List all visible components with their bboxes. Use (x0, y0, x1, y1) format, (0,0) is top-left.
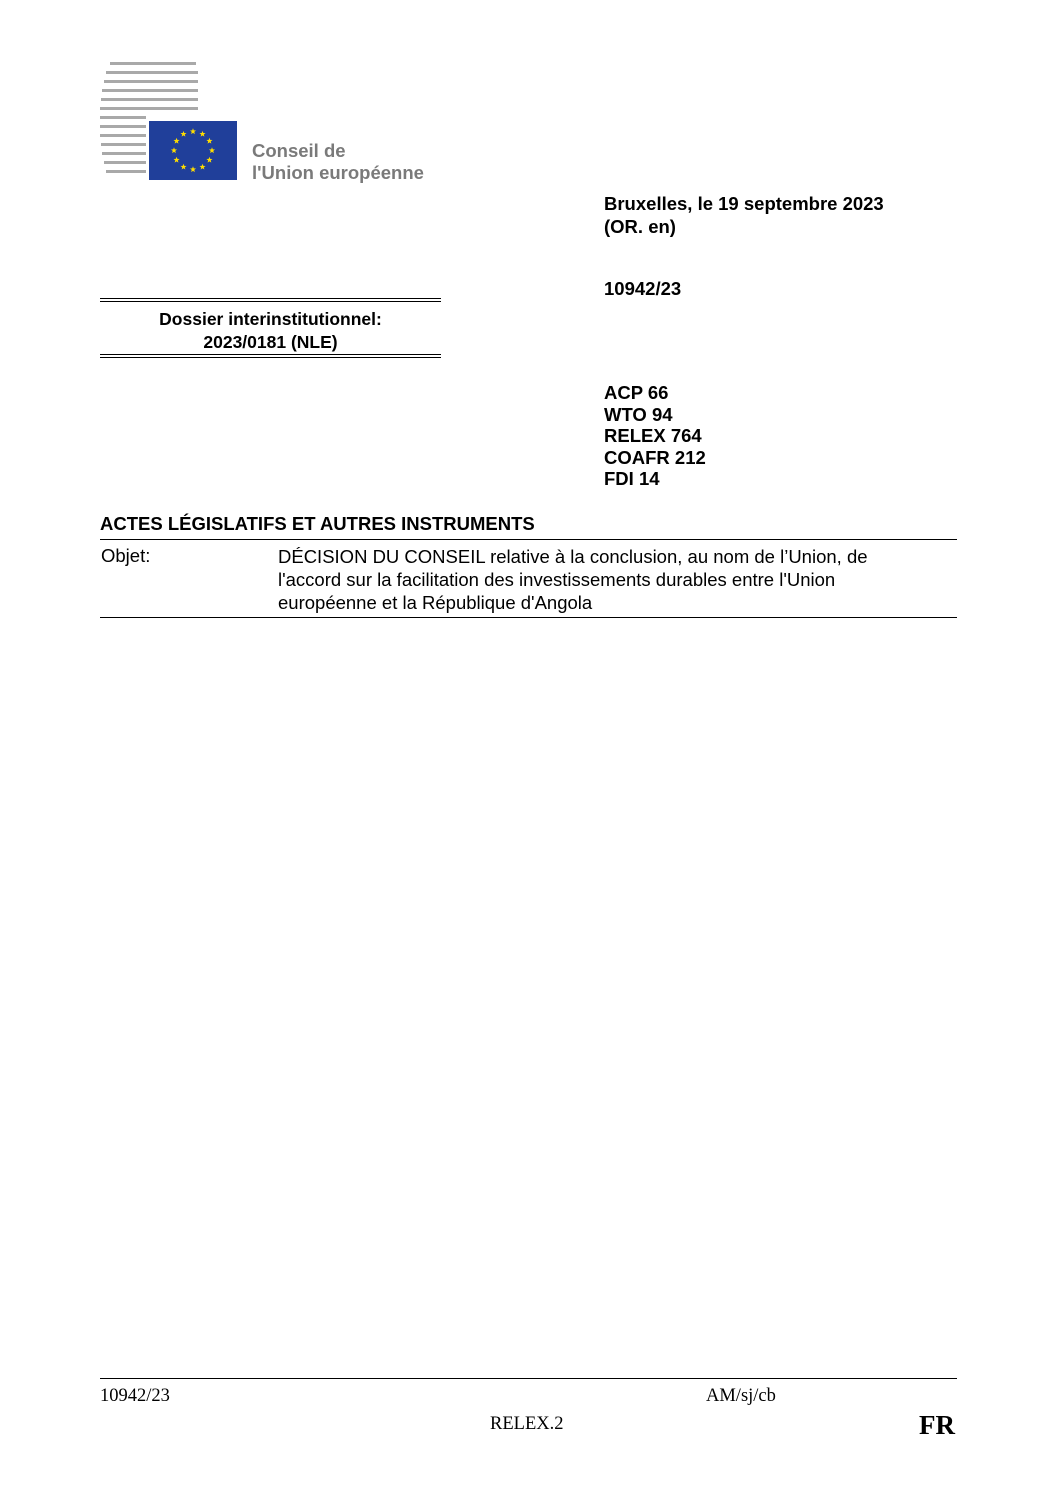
classification-code: RELEX 764 (604, 425, 702, 446)
footer-language: FR (919, 1410, 955, 1440)
eu-flag-icon (149, 121, 237, 180)
org-name-line1: Conseil de (252, 140, 346, 161)
dossier-text (100, 308, 441, 354)
subject-line: européenne et la République d'Angola (278, 592, 593, 613)
place-and-date (604, 192, 884, 238)
document-number: 10942/23 (604, 278, 682, 299)
classification-code: FDI 14 (604, 468, 660, 489)
footer-department: RELEX.2 (490, 1414, 564, 1434)
dossier-reference: 2023/0181 (NLE) (203, 332, 338, 352)
subject-line: l'accord sur la facilitation des investissements durables entre l'Union (278, 569, 836, 590)
dossier-top-rule (100, 298, 441, 302)
section-title: ACTES LÉGISLATIFS ET AUTRES INSTRUMENTS (100, 513, 535, 534)
section-divider (100, 539, 957, 540)
subject-label: Objet: (101, 545, 151, 566)
subject-divider (100, 617, 957, 618)
place-date-text: Bruxelles, le 19 septembre 2023 (604, 193, 884, 214)
footer-divider (100, 1378, 957, 1379)
footer-document-number: 10942/23 (100, 1386, 170, 1406)
classification-code: WTO 94 (604, 403, 673, 425)
subject-text (278, 545, 958, 614)
classification-code: ACP 66 (604, 382, 669, 403)
classification-codes (604, 382, 706, 490)
organization-name (252, 140, 424, 184)
footer-initials: AM/sj/cb (706, 1386, 776, 1406)
classification-code: COAFR 212 (604, 446, 706, 468)
original-language: (OR. en) (604, 216, 676, 237)
interinstitutional-dossier (100, 298, 441, 360)
subject-line: DÉCISION DU CONSEIL relative à la conclusion, au nom de l’Union, de (278, 546, 868, 567)
org-name-line2: l'Union européenne (252, 162, 424, 183)
dossier-label: Dossier interinstitutionnel: (159, 309, 382, 329)
dossier-bottom-rule (100, 354, 441, 358)
